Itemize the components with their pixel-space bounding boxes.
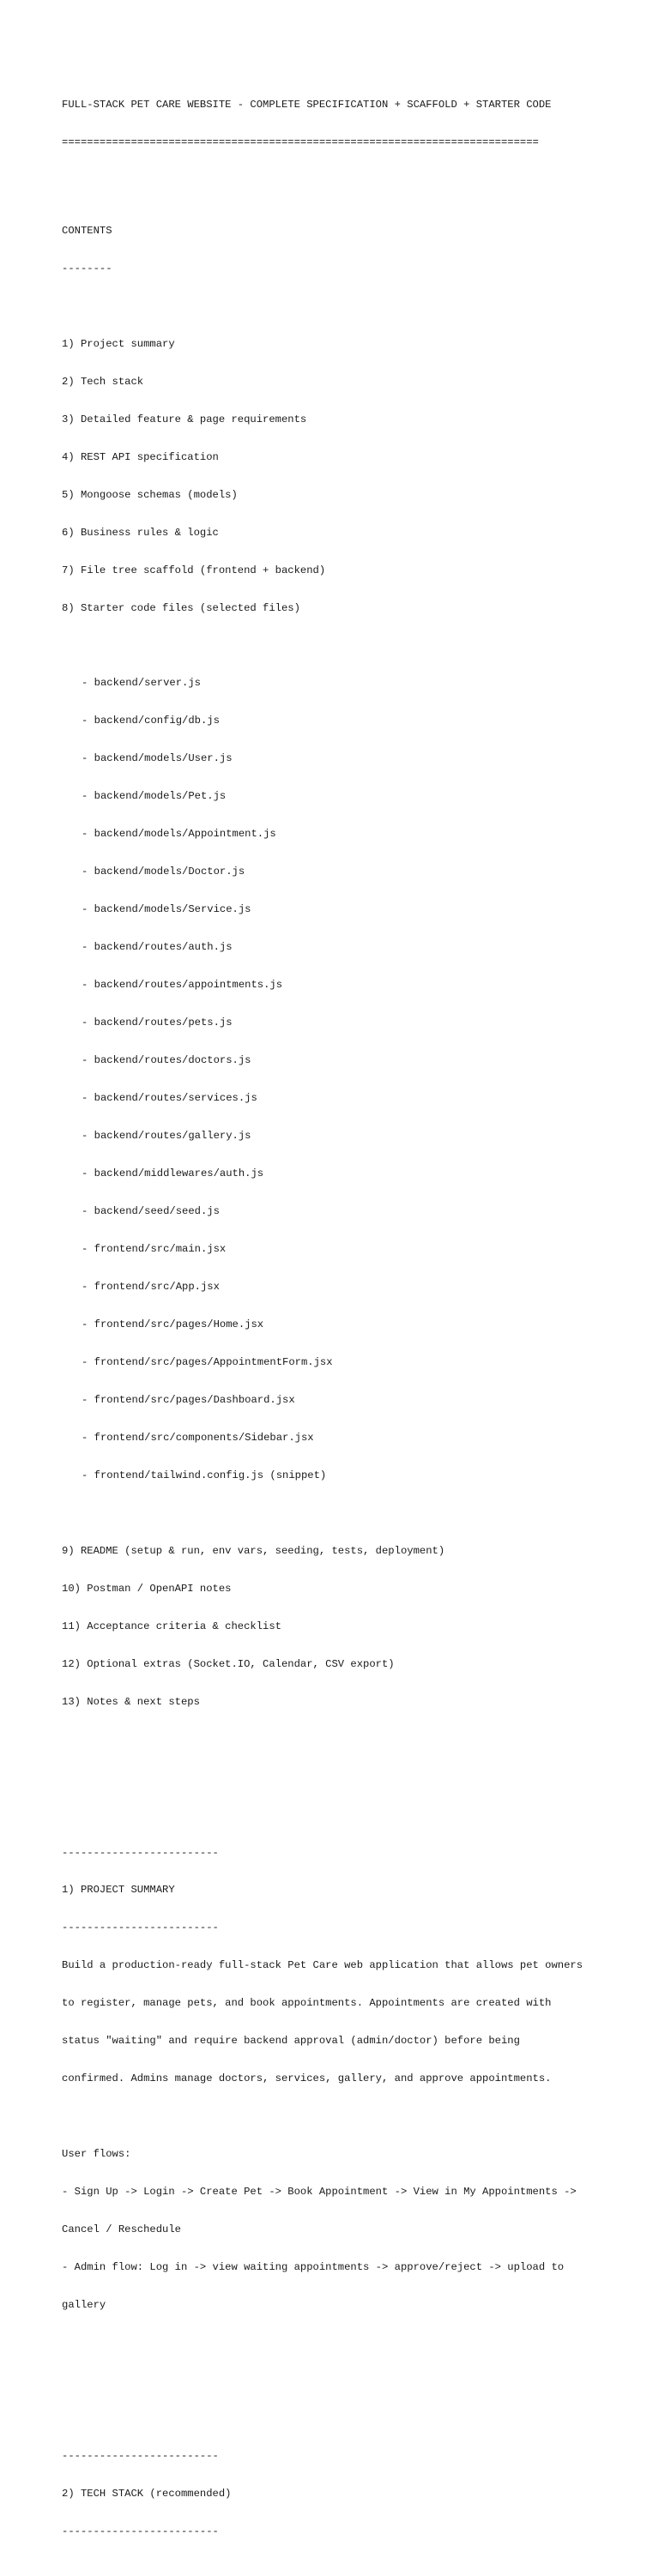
contents-rule: --------	[62, 262, 112, 274]
file-item: - backend/models/Appointment.js	[82, 828, 276, 841]
user-flow-line: gallery	[62, 2299, 106, 2312]
file-item: - backend/config/db.js	[82, 715, 220, 727]
file-item: - backend/routes/services.js	[82, 1092, 257, 1105]
user-flows-label: User flows:	[62, 2148, 131, 2161]
contents-item: 13) Notes & next steps	[62, 1695, 200, 1708]
contents-item: 11) Acceptance criteria & checklist	[62, 1620, 281, 1632]
file-item: - frontend/src/pages/AppointmentForm.jsx	[82, 1355, 333, 1368]
contents-item: 6) Business rules & logic	[62, 526, 219, 539]
file-item: - backend/models/Doctor.js	[82, 866, 245, 878]
user-flow-line: Cancel / Reschedule	[62, 2223, 181, 2236]
spacer	[62, 1771, 645, 1784]
file-item: - frontend/src/pages/Home.jsx	[82, 1318, 264, 1330]
contents-item: 4) REST API specification	[62, 450, 219, 463]
file-item: - backend/seed/seed.js	[82, 1205, 220, 1218]
contents-item: 2) Tech stack	[62, 375, 144, 388]
contents-item: 1) Project summary	[62, 337, 175, 350]
file-item: - backend/routes/gallery.js	[82, 1130, 251, 1143]
spacer	[62, 2374, 645, 2387]
file-item: - backend/models/User.js	[82, 752, 233, 765]
contents-item: 7) File tree scaffold (frontend + backend)	[62, 564, 326, 576]
file-item: - frontend/src/pages/Dashboard.jsx	[82, 1393, 295, 1406]
section-rule: -------------------------	[62, 1846, 219, 1859]
file-item: - backend/routes/doctors.js	[82, 1054, 251, 1067]
file-item: - frontend/src/App.jsx	[82, 1280, 220, 1293]
summary-paragraph-line: Build a production-ready full-stack Pet Care web application that allows pet owners	[62, 1959, 583, 1972]
document-title: FULL-STACK PET CARE WEBSITE - COMPLETE SPECIFICATION + SCAFFOLD + STARTER CODE	[62, 99, 552, 112]
file-item: - backend/server.js	[82, 677, 201, 690]
summary-paragraph-line: to register, manage pets, and book appointments. Appointments are created with	[62, 1997, 552, 2010]
contents-heading: CONTENTS	[62, 224, 112, 237]
section-project-summary	[62, 1821, 645, 2337]
contents-item: 3) Detailed feature & page requirements	[62, 413, 307, 425]
section-rule: -------------------------	[62, 1921, 219, 1934]
section-rule: -------------------------	[62, 2449, 219, 2462]
summary-paragraph-line: status "waiting" and require backend approval (admin/doctor) before being	[62, 2035, 520, 2048]
summary-paragraph-line: confirmed. Admins manage doctors, services, gallery, and approve appointments.	[62, 2072, 552, 2085]
contents-item: 5) Mongoose schemas (models)	[62, 488, 238, 501]
contents-item: 10) Postman / OpenAPI notes	[62, 1582, 232, 1595]
contents-item: 12) Optional extras (Socket.IO, Calendar, CSV export)	[62, 1657, 395, 1670]
contents-item: 8) Starter code files (selected files)	[62, 601, 300, 614]
file-item: - frontend/src/main.jsx	[82, 1243, 227, 1256]
user-flow-line: - Sign Up -> Login -> Create Pet -> Book Appointment -> View in My Appointments ->	[62, 2186, 577, 2199]
section-rule: -------------------------	[62, 2525, 219, 2537]
title-rule: ============================================================================	[62, 136, 539, 149]
user-flow-line: - Admin flow: Log in -> view waiting appointments -> approve/reject -> upload to	[62, 2261, 565, 2274]
spacer	[62, 174, 645, 187]
spacer	[62, 2110, 645, 2123]
section-heading: 2) TECH STACK (recommended)	[62, 2487, 232, 2500]
contents-list	[62, 312, 645, 1733]
file-item: - backend/models/Pet.js	[82, 790, 227, 803]
file-item: - backend/routes/appointments.js	[82, 979, 283, 992]
section-tech-stack	[62, 2425, 645, 2563]
file-item: - frontend/src/components/Sidebar.jsx	[82, 1431, 314, 1444]
file-item: - backend/routes/pets.js	[82, 1017, 233, 1029]
document-page	[62, 74, 645, 2576]
starter-files-list	[62, 652, 645, 1507]
file-item: - frontend/tailwind.config.js (snippet)	[82, 1469, 327, 1481]
file-item: - backend/models/Service.js	[82, 903, 251, 916]
section-heading: 1) PROJECT SUMMARY	[62, 1884, 175, 1897]
file-item: - backend/routes/auth.js	[82, 941, 233, 954]
file-item: - backend/middlewares/auth.js	[82, 1167, 264, 1180]
contents-item: 9) README (setup & run, env vars, seeding, tests, deployment)	[62, 1544, 445, 1557]
